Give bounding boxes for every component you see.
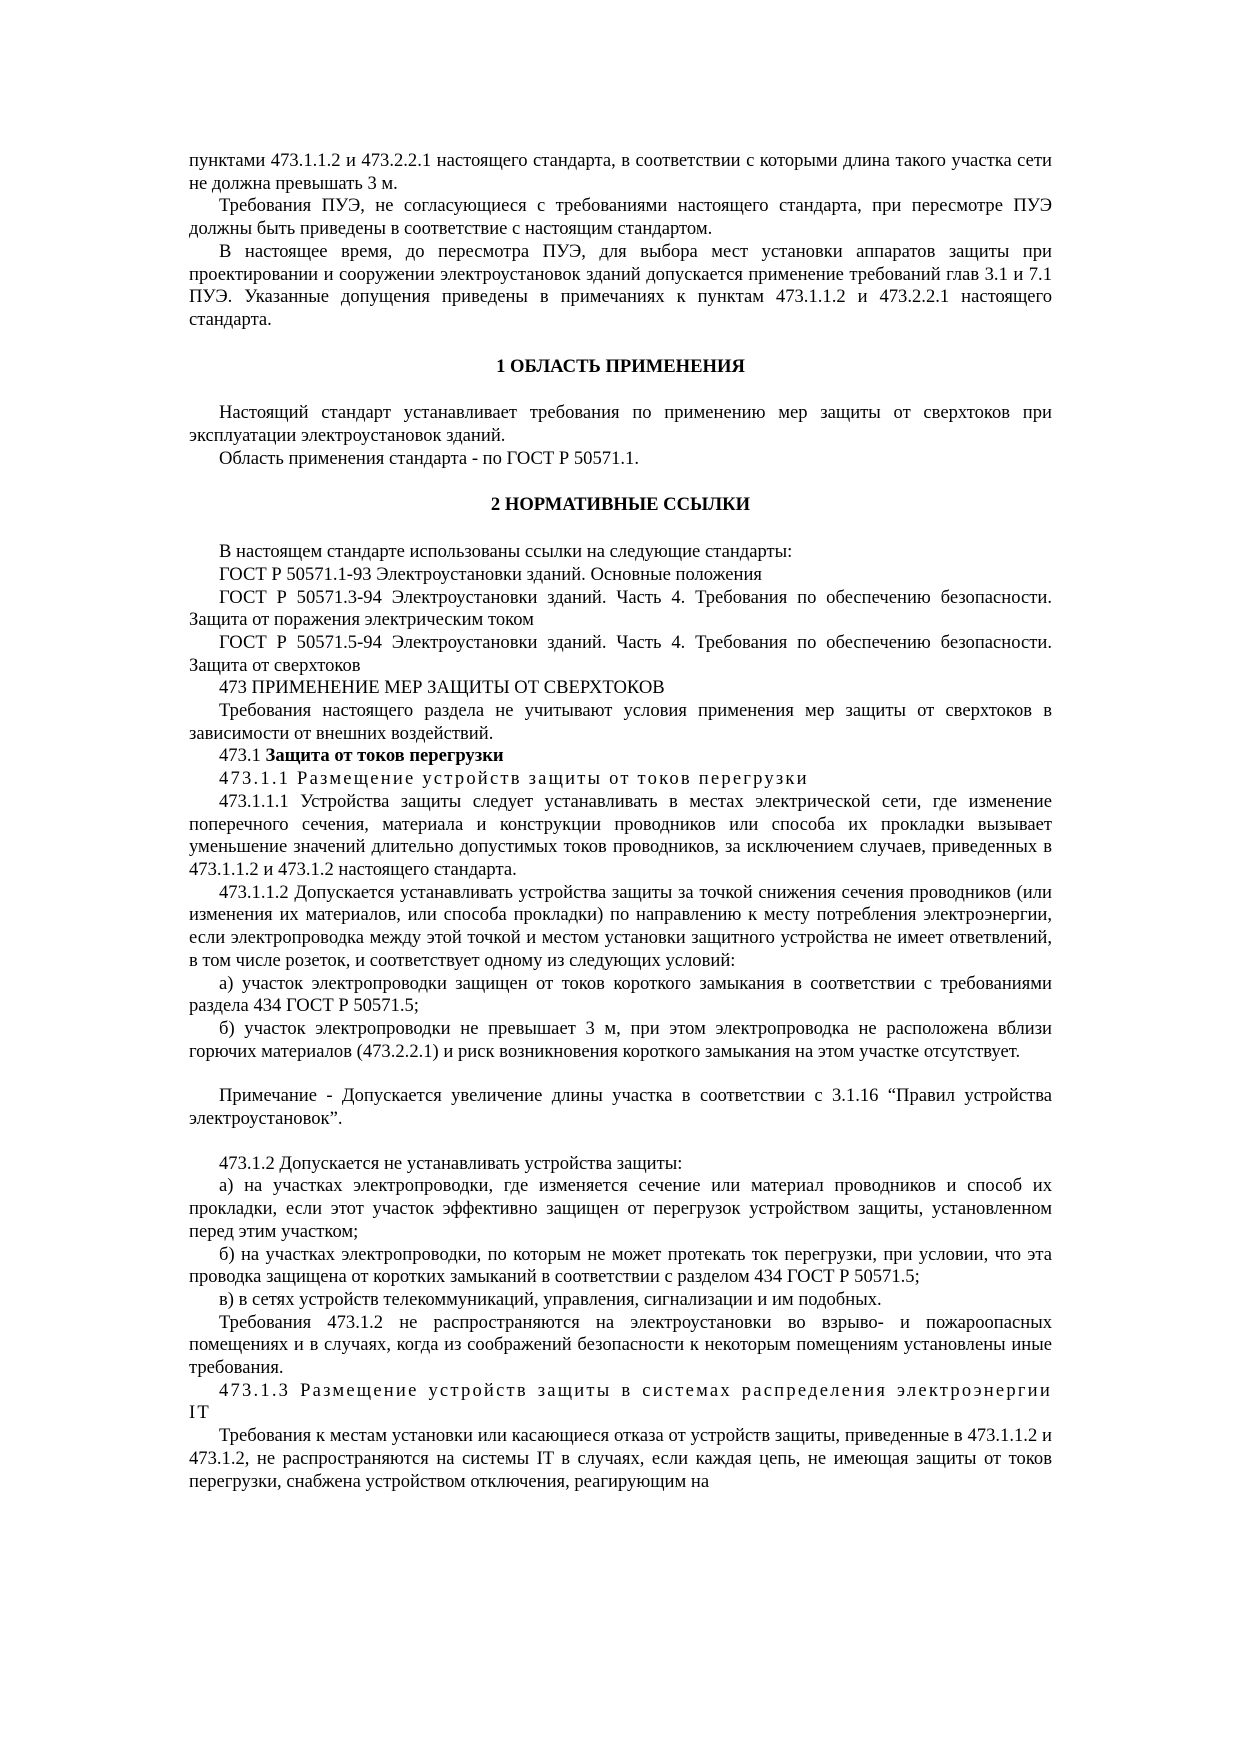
intro-paragraph-1: пунктами 473.1.1.2 и 473.2.2.1 настоящего стандарта, в соответствии с которыми длина такого участка сети не должна превышать 3 м.: [189, 150, 1052, 194]
section-2-paragraph-2: ГОСТ Р 50571.1-93 Электроустановки зданий. Основные положения: [219, 563, 762, 585]
document-page: [189, 150, 1052, 1493]
paragraph-473-1-1-2-a: а) участок электропроводки защищен от токов короткого замыкания в соответствии с требованиями раздела 434 ГОСТ Р 50571.5;: [189, 972, 1052, 1017]
paragraph-473-1-1-2-b: б) участок электропроводки не превышает 3 м, при этом электропроводка не расположена вблизи горючих материалов (473.2.2.1) и риск возникновения короткого замыкания на этом участке отсутствует.: [189, 1017, 1052, 1062]
section-473-1-1-heading: [189, 768, 1052, 791]
section-473-1-3-number: 473.1.3: [219, 1379, 291, 1401]
intro-paragraph-2: Требования ПУЭ, не согласующиеся с требованиями настоящего стандарта, при пересмотре ПУЭ должны быть приведены в соответствие с настоящим стандартом.: [189, 195, 1052, 240]
paragraph-473-1-2-c: в) в сетях устройств телекоммуникаций, управления, сигнализации и им подобных.: [219, 1288, 882, 1310]
section-473-1-3-title: Размещение устройств защиты в системах распределения электроэнергии IT: [189, 1379, 1052, 1424]
section-1-heading: 1 ОБЛАСТЬ ПРИМЕНЕНИЯ: [496, 355, 745, 377]
paragraph-473-1-2-a: а) на участках электропроводки, где изменяется сечение или материал проводников и способ их прокладки, если этот участок эффективно защищен от перегрузок устройством защиты, установленном перед этим участком;: [189, 1175, 1052, 1242]
paragraph-473-1-1-2: 473.1.1.2 Допускается устанавливать устройства защиты за точкой снижения сечения проводников (или изменения их материалов, или способа прокладки) по направлению к месту потребления электроэнергии, если электропроводка между этой точкой и местом установки защитного устройства не имеет ответвлений, в том числе розеток, и соответствует одному из следующих условий:: [189, 881, 1052, 971]
spacer: [189, 1063, 1052, 1085]
section-1-paragraph-1: Настоящий стандарт устанавливает требования по применению мер защиты от сверхтоков при эксплуатации электроустановок зданий.: [189, 402, 1052, 447]
section-2-paragraph-4: ГОСТ Р 50571.5-94 Электроустановки зданий. Часть 4. Требования по обеспечению безопасности. Защита от сверхтоков: [189, 631, 1052, 676]
spacer: [189, 1131, 1052, 1153]
paragraph-473-1-2-d: Требования 473.1.2 не распространяются на электроустановки во взрыво- и пожароопасных помещениях и в случаях, когда из соображений безопасности к некоторым помещениям установлены иные требования.: [189, 1311, 1052, 1379]
section-473-1-title: Защита от токов перегрузки: [265, 745, 504, 767]
section-473-1-heading: [189, 745, 1052, 768]
paragraph-473-1-1-1: 473.1.1.1 Устройства защиты следует устанавливать в местах электрической сети, где изменение поперечного сечения, материала и конструкции проводников или способа их прокладки вызывает уменьшение значений длительно допустимых токов проводников, за исключением случаев, приведенных в 473.1.1.2 и 473.1.2 настоящего стандарта.: [189, 790, 1052, 880]
section-473-1-1-title: Размещение устройств защиты от токов перегрузки: [297, 768, 809, 790]
section-473-heading: 473 ПРИМЕНЕНИЕ МЕР ЗАЩИТЫ ОТ СВЕРХТОКОВ: [219, 677, 665, 699]
note-paragraph: Примечание - Допускается увеличение длины участка в соответствии с 3.1.16 “Правил устройства электроустановок”.: [189, 1085, 1052, 1130]
paragraph-473-1-2: 473.1.2 Допускается не устанавливать устройства защиты:: [219, 1152, 683, 1174]
section-473-intro: Требования настоящего раздела не учитывают условия применения мер защиты от сверхтоков в зависимости от внешних воздействий.: [189, 700, 1052, 744]
section-2-heading: 2 НОРМАТИВНЫЕ ССЫЛКИ: [490, 494, 751, 516]
intro-paragraph-3: В настоящее время, до пересмотра ПУЭ, для выбора мест установки аппаратов защиты при проектировании и сооружении электроустановок зданий допускается применение требований глав 3.1 и 7.1 ПУЭ. Указанные допущения приведены в примечаниях к пунктам 473.1.1.2 и 473.2.2.1 настоящего стандарта.: [189, 240, 1052, 330]
section-2-paragraph-1: В настоящем стандарте использованы ссылки на следующие стандарты:: [219, 541, 793, 563]
paragraph-473-1-2-b: б) на участках электропроводки, по которым не может протекать ток перегрузки, при условии, что эта проводка защищена от коротких замыканий в соответствии с разделом 434 ГОСТ Р 50571.5;: [189, 1243, 1052, 1288]
paragraph-473-1-3: Требования к местам установки или касающиеся отказа от устройств защиты, приведенные в 473.1.1.2 и 473.1.2, не распространяются на системы IT в случаях, если каждая цепь, не имеющая защиты от токов перегрузки, снабжена устройством отключения, реагирующим на: [189, 1425, 1052, 1492]
section-473-1-number: 473.1: [219, 745, 261, 767]
section-473-1-3-heading: [189, 1380, 1052, 1425]
section-473-1-1-number: 473.1.1: [219, 768, 291, 790]
section-1-paragraph-2: Область применения стандарта - по ГОСТ Р 50571.1.: [219, 447, 639, 469]
section-2-paragraph-3: ГОСТ Р 50571.3-94 Электроустановки зданий. Часть 4. Требования по обеспечению безопасности. Защита от поражения электрическим током: [189, 586, 1052, 631]
